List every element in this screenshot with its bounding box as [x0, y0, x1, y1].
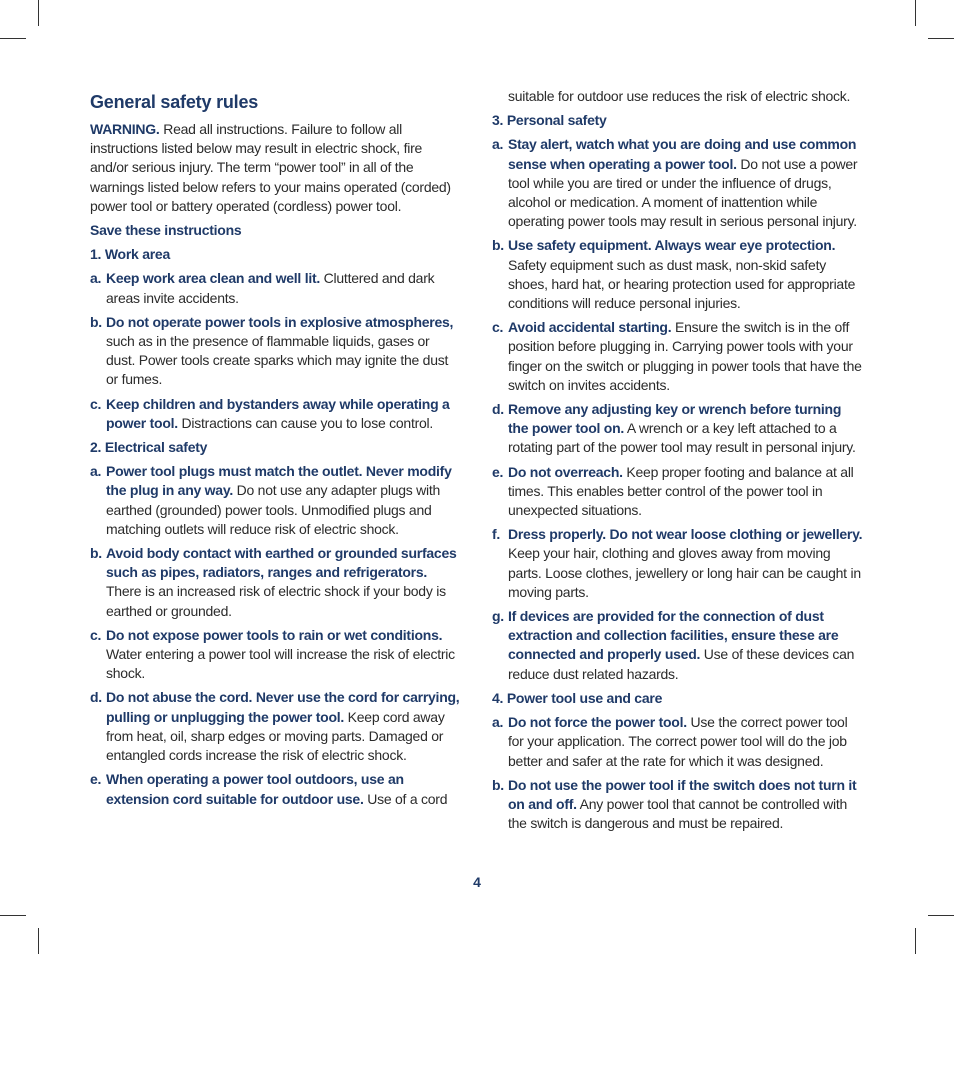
rule-text: There is an increased risk of electric shock if your body is earthed or grounded.	[106, 583, 446, 619]
rule-text: Distractions can cause you to lose control.	[177, 414, 434, 431]
rule-label: a.	[492, 714, 504, 731]
rule-text: Keep your hair, clothing and gloves away from moving parts. Loose clothes, jewellery or long hair can be caught in moving parts.	[508, 545, 861, 600]
rule-bold-text: When operating a power tool outdoors, use an extension cord suitable for outdoor use.	[106, 771, 404, 807]
rule-text: Safety equipment such as dust mask, non-skid safety shoes, hard hat, or hearing protection used for appropriate conditions will reduce personal injuries.	[508, 256, 856, 312]
rule-bold-text: Dress properly. Do not wear loose clothing or jewellery.	[508, 526, 863, 543]
rule-label: b.	[492, 776, 504, 793]
section-heading-power-tool-use: 4. Power tool use and care	[492, 689, 663, 706]
rule-item	[492, 318, 864, 395]
rule-label: d.	[90, 689, 102, 706]
page-number: 4	[473, 874, 481, 890]
rule-label: c.	[90, 395, 102, 412]
rule-item	[492, 463, 864, 521]
rule-text-continued: suitable for outdoor use reduces the risk of electric shock.	[508, 88, 851, 104]
crop-mark	[928, 38, 954, 39]
warning-text: Read all instructions. Failure to follow all instructions listed below may result in electric shock, fire and/or serious injury. The term “power tool” in all of the warnings listed below refers to your mains operated (corded) power tool or battery operated (cordless) power tool.	[90, 121, 451, 214]
rule-label: a.	[90, 463, 102, 480]
crop-mark	[915, 0, 916, 26]
crop-mark	[915, 928, 916, 954]
rule-text: Do not use any adapter plugs with earthed (grounded) power tools. Unmodified plugs and matching outlets will reduce risk of electric shock.	[106, 482, 441, 537]
rule-text: Use of a cord	[363, 790, 448, 807]
rule-text: Keep proper footing and balance at all times. This enables better control of the power tool in unexpected situations.	[508, 463, 854, 519]
rule-item	[492, 776, 864, 834]
rule-label: c.	[492, 319, 504, 336]
rule-text: Water entering a power tool will increase the risk of electric shock.	[106, 646, 455, 682]
rule-text: A wrench or a key left attached to a rotating part of the power tool may result in personal injury.	[508, 420, 856, 456]
rule-item	[90, 626, 462, 684]
rule-text: such as in the presence of flammable liquids, gases or dust. Power tools create sparks which may ignite the dust or fumes.	[106, 333, 449, 388]
rule-bold-text: Do not abuse the cord. Never use the cord for carrying, pulling or unplugging the power tool.	[106, 689, 460, 725]
rule-item	[90, 688, 462, 765]
rule-bold-text: If devices are provided for the connection of dust extraction and collection facilities, ensure these are connected and properly used.	[508, 608, 839, 663]
rule-text: Cluttered and dark areas invite accidents.	[106, 270, 435, 306]
rule-bold-text: Do not use the power tool if the switch does not turn it on and off.	[508, 776, 857, 812]
rule-bold-text: Remove any adjusting key or wrench before turning the power tool on.	[508, 401, 842, 437]
rule-bold-text: Avoid accidental starting.	[508, 319, 672, 336]
rule-text: Use the correct power tool for your application. The correct power tool will do the job better and safer at the rate for which it was designed.	[508, 714, 848, 769]
rule-label: b.	[492, 237, 504, 254]
rule-label: a.	[90, 270, 102, 287]
section-heading-personal-safety: 3. Personal safety	[492, 112, 607, 129]
rule-item	[90, 770, 462, 808]
rule-bold-text: Do not overreach.	[508, 463, 623, 480]
rule-bold-text: Do not expose power tools to rain or wet conditions.	[106, 626, 443, 643]
crop-mark	[38, 0, 39, 26]
page-title: General safety rules	[90, 92, 259, 112]
rule-label: e.	[90, 771, 102, 788]
rule-item	[90, 544, 462, 621]
crop-mark	[0, 915, 26, 916]
rule-item	[492, 400, 864, 458]
rule-text: Any power tool that cannot be controlled with the switch is dangerous and must be repaired.	[508, 795, 848, 832]
crop-mark	[0, 38, 26, 39]
crop-mark	[38, 928, 39, 954]
rule-bold-text: Avoid body contact with earthed or grounded surfaces such as pipes, radiators, ranges and refrigerators.	[106, 545, 457, 581]
save-instructions-heading: Save these instructions	[90, 222, 242, 239]
section-heading-electrical-safety: 2. Electrical safety	[90, 439, 208, 456]
rule-item	[492, 713, 864, 771]
rule-label: g.	[492, 608, 504, 625]
section-heading-work-area: 1. Work area	[90, 246, 171, 263]
rule-label: f.	[492, 526, 501, 543]
rule-bold-text: Power tool plugs must match the outlet. Never modify the plug in any way.	[106, 463, 452, 499]
rule-item	[492, 135, 864, 231]
rule-item	[90, 462, 462, 539]
rule-item	[492, 607, 864, 684]
rule-bold-text: Keep children and bystanders away while operating a power tool.	[106, 395, 450, 431]
rule-bold-text: Use safety equipment. Always wear eye protection.	[508, 237, 836, 254]
right-column	[492, 87, 864, 838]
rule-bold-text: Keep work area clean and well lit.	[106, 270, 321, 287]
rule-bold-text: Do not force the power tool.	[508, 714, 687, 731]
rule-item	[90, 395, 462, 433]
warning-paragraph	[90, 120, 462, 216]
rule-label: d.	[492, 401, 504, 418]
rule-item	[492, 525, 864, 602]
rule-label: c.	[90, 626, 102, 643]
crop-mark	[928, 915, 954, 916]
rule-item	[90, 313, 462, 390]
rule-label: b.	[90, 313, 102, 330]
rule-label: b.	[90, 545, 102, 562]
rule-text: Keep cord away from heat, oil, sharp edges or moving parts. Damaged or entangled cords increase the risk of electric shock.	[106, 708, 445, 764]
rule-label: a.	[492, 136, 504, 153]
left-column	[90, 90, 462, 814]
rule-text: Ensure the switch is in the off position before plugging in. Carrying power tools with your finger on the switch or plugging in power tools that have the switch on invites accidents.	[508, 319, 862, 393]
rule-item	[492, 236, 864, 313]
rule-bold-text: Do not operate power tools in explosive atmospheres,	[106, 313, 454, 330]
rule-bold-text: Stay alert, watch what you are doing and use common sense when operating a power tool.	[508, 136, 857, 172]
rule-label: e.	[492, 463, 504, 480]
rule-text: Do not use a power tool while you are tired or under the influence of drugs, alcohol or medication. A moment of inattention while operating power tools may result in serious personal injury.	[508, 155, 858, 230]
warning-label: WARNING.	[90, 121, 160, 137]
rule-text: Use of these devices can reduce dust related hazards.	[508, 646, 855, 682]
rule-item	[90, 269, 462, 307]
